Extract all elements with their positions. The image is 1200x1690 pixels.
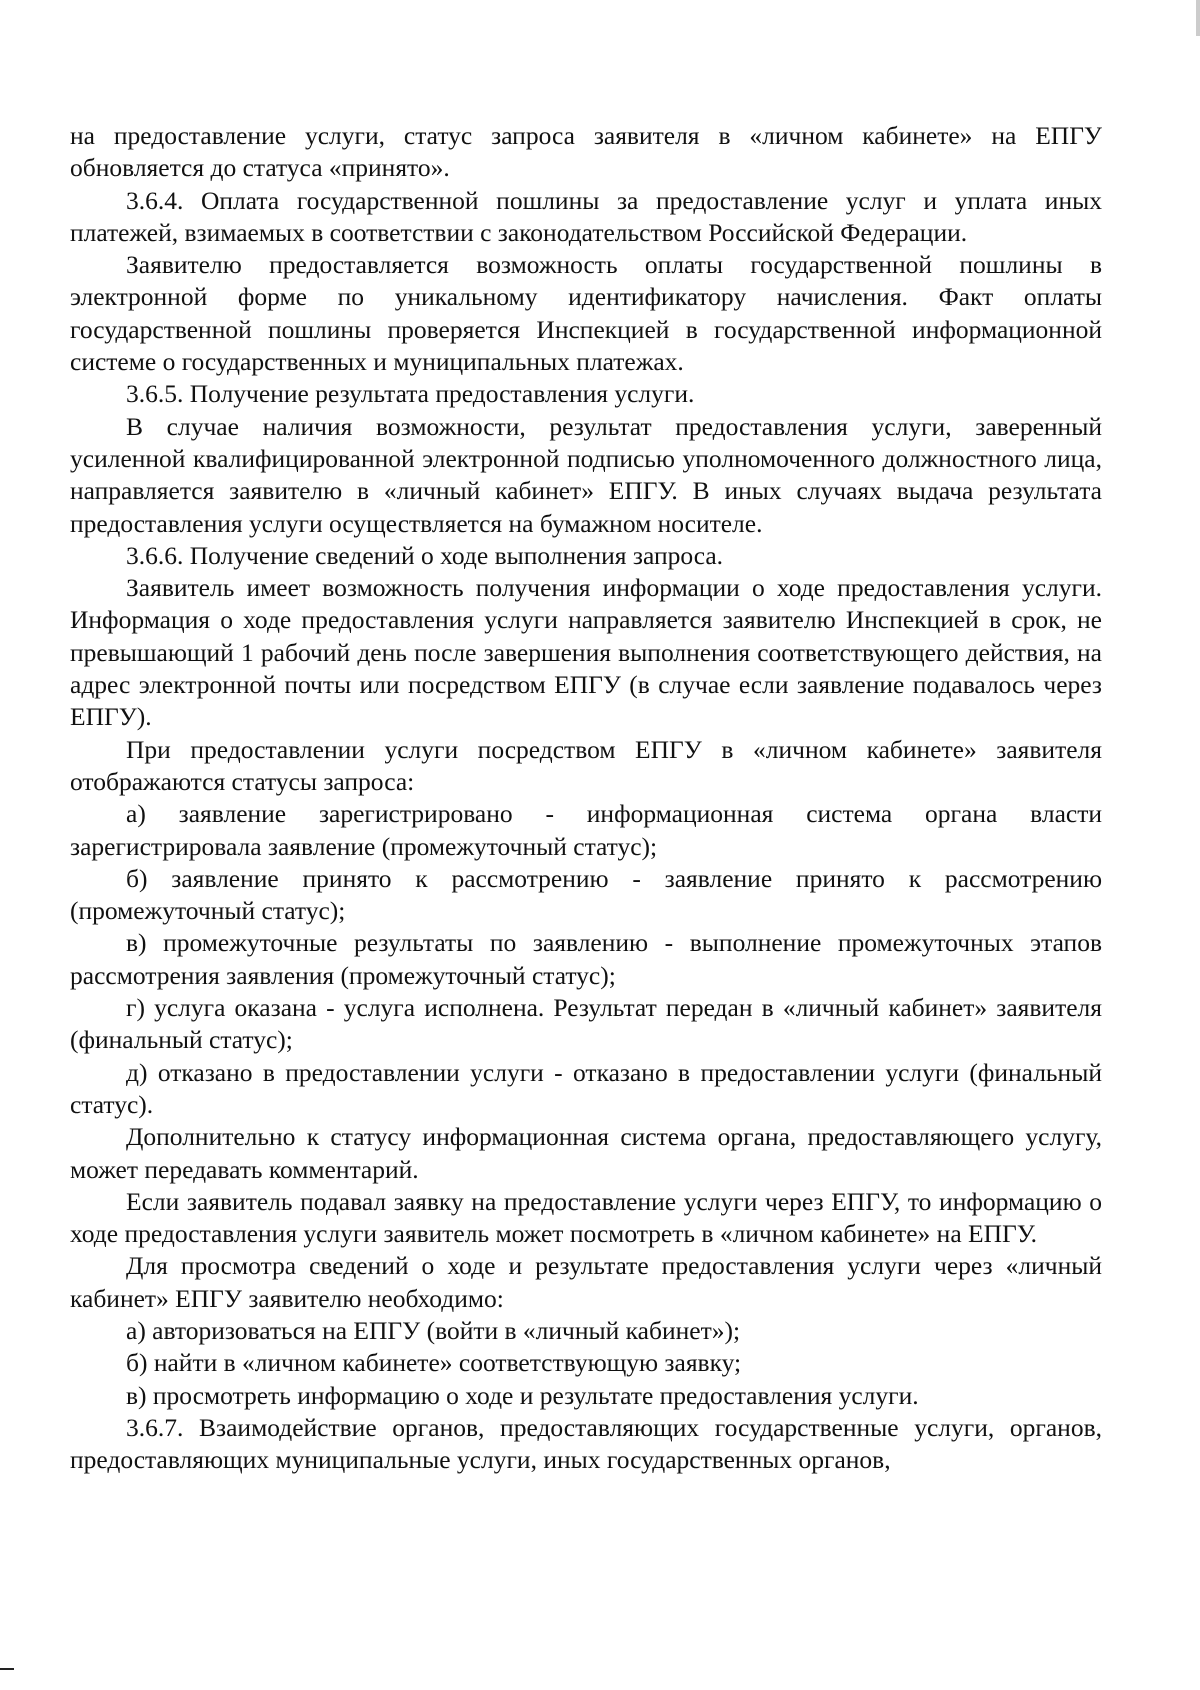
paragraph-state-fee-payment: Заявителю предоставляется возможность оплаты государственной пошлины в электронной форме по уникальному идентификатору начисления. Факт оплаты государственной пошлины проверяется Инспекцией в государственной информационной системе о государственных и муниципальных платежах. [70,250,1102,377]
section-3-6-7-heading: 3.6.7. Взаимодействие органов, предоставляющих государственные услуги, органов, предоставляющих муниципальные услуги, иных государственных органов, [70,1412,1102,1475]
step-item-b: б) найти в «личном кабинете» соответствующую заявку; [126,1348,742,1378]
paragraph-continuation: на предоставление услуги, статус запроса заявителя в «личном кабинете» на ЕПГУ обновляется до статуса «принято». [70,121,1102,183]
step-item-a: а) авторизоваться на ЕПГУ (войти в «личный кабинет»); [126,1315,741,1345]
step-item-v: в) просмотреть информацию о ходе и результате предоставления услуги. [126,1380,919,1410]
status-item-a: а) заявление зарегистрировано - информационная система органа власти зарегистрировала заявление (промежуточный статус); [70,799,1102,861]
scan-edge-mark [1196,0,1200,36]
paragraph-comment: Дополнительно к статусу информационная система органа, предоставляющего услугу, может передавать комментарий. [70,1122,1102,1184]
section-3-6-6-heading: 3.6.6. Получение сведений о ходе выполнения запроса. [126,540,724,570]
scan-corner-mark [0,1668,14,1670]
paragraph-result-delivery: В случае наличия возможности, результат предоставления услуги, заверенный усиленной квалифицированной электронной подписью уполномоченного должностного лица, направляется заявителю в «личный кабинет» ЕПГУ. В иных случаях выдача результата предоставления услуги осуществляется на бумажном носителе. [70,411,1102,538]
section-3-6-5-heading: 3.6.5. Получение результата предоставления услуги. [126,379,695,409]
paragraph-view-steps-intro: Для просмотра сведений о ходе и результате предоставления услуги через «личный кабинет» ЕПГУ заявителю необходимо: [70,1251,1102,1313]
status-item-v: в) промежуточные результаты по заявлению - выполнение промежуточных этапов рассмотрения заявления (промежуточный статус); [70,928,1102,990]
status-item-d: д) отказано в предоставлении услуги - отказано в предоставлении услуги (финальный статус). [70,1057,1102,1119]
paragraph-epgu-view: Если заявитель подавал заявку на предоставление услуги через ЕПГУ, то информацию о ходе предоставления услуги заявитель может посмотреть в «личном кабинете» на ЕПГУ. [70,1186,1102,1249]
document-page [70,120,1102,1476]
status-item-g: г) услуга оказана - услуга исполнена. Результат передан в «личный кабинет» заявителя (финальный статус); [70,993,1102,1055]
section-3-6-4-heading: 3.6.4. Оплата государственной пошлины за предоставление услуг и уплата иных платежей, взимаемых в соответствии с законодательством Российской Федерации. [70,185,1102,247]
paragraph-statuses-intro: При предоставлении услуги посредством ЕПГУ в «личном кабинете» заявителя отображаются статусы запроса: [70,734,1102,796]
status-item-b: б) заявление принято к рассмотрению - заявление принято к рассмотрению (промежуточный статус); [70,863,1102,926]
paragraph-progress-info: Заявитель имеет возможность получения информации о ходе предоставления услуги. Информация о ходе предоставления услуги направляется заявителю Инспекцией в срок, не превышающий 1 рабочий день после завершения выполнения соответствующего действия, на адрес электронной почты или посредством ЕПГУ (в случае если заявление подавалось через ЕПГУ). [70,573,1102,732]
